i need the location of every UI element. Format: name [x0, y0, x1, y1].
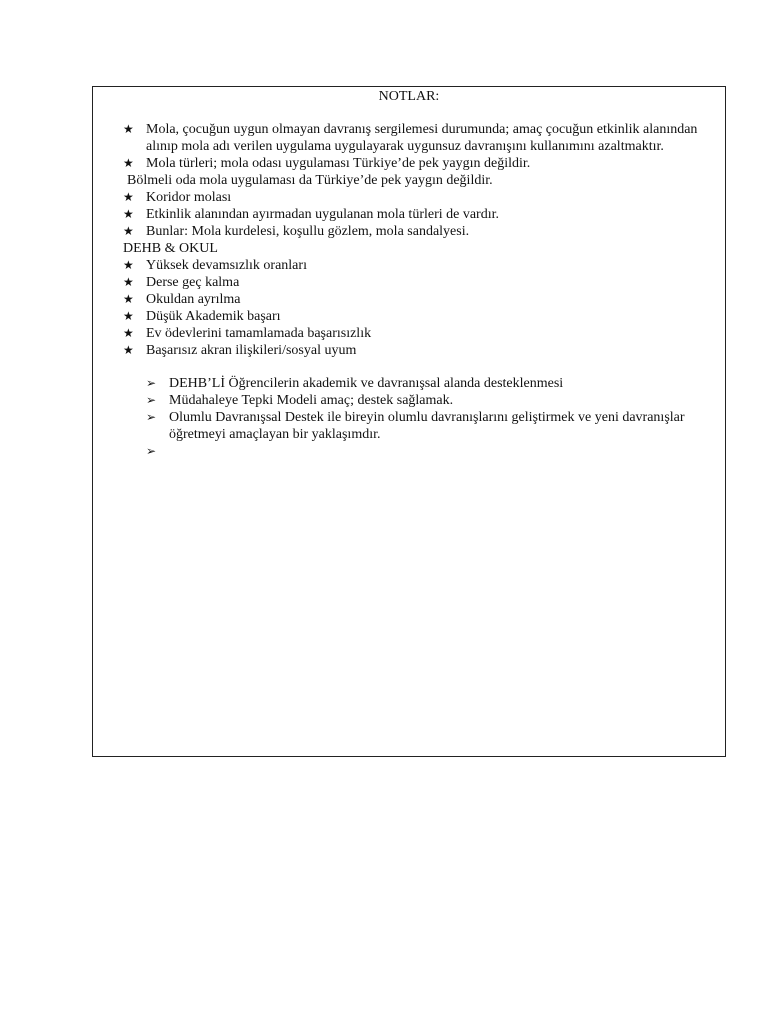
list-item-text: Başarısız akran ilişkileri/sosyal uyum — [146, 343, 357, 358]
list-item — [123, 291, 713, 308]
list-item — [123, 206, 713, 223]
star-icon: ★ — [123, 224, 134, 238]
list-item — [123, 274, 713, 291]
list-item — [146, 409, 713, 443]
star-icon: ★ — [123, 258, 134, 272]
list-item — [123, 342, 713, 359]
list-item — [146, 392, 713, 409]
list-item-text: Mola türleri; mola odası uygulaması Türkiye’de pek yaygın değildir. — [146, 156, 531, 171]
star-icon: ★ — [123, 292, 134, 306]
star-icon: ★ — [123, 343, 134, 357]
star-icon: ★ — [123, 309, 134, 323]
list-item — [123, 223, 713, 240]
star-icon: ★ — [123, 190, 134, 204]
list-item-text: Olumlu Davranışsal Destek ile bireyin olumlu davranışlarını geliştirmek ve yeni davranışlar öğretmeyi amaçlayan bir yaklaşımdır. — [169, 410, 685, 442]
list-item — [123, 121, 713, 155]
list-item — [123, 189, 713, 206]
list-item-text: Okuldan ayrılma — [146, 292, 241, 307]
list-item-text: Etkinlik alanından ayırmadan uygulanan mola türleri de vardır. — [146, 207, 500, 222]
list-item-text: Yüksek devamsızlık oranları — [146, 258, 307, 273]
star-icon: ★ — [123, 122, 134, 136]
list-item-text: Bunlar: Mola kurdelesi, koşullu gözlem, mola sandalyesi. — [146, 224, 470, 239]
notes-box — [92, 86, 726, 757]
star-icon: ★ — [123, 326, 134, 340]
list-item — [123, 155, 713, 172]
arrow-bullet-icon: ➢ — [146, 376, 157, 390]
notes-content — [123, 121, 713, 460]
paragraph: Bölmeli oda mola uygulaması da Türkiye’de pek yaygın değildir. — [127, 173, 493, 188]
spacer — [123, 359, 713, 375]
arrow-bullet-icon: ➢ — [146, 410, 157, 424]
list-item — [146, 375, 713, 392]
star-icon: ★ — [123, 275, 134, 289]
list-item-text: Koridor molası — [146, 190, 232, 205]
list-item — [123, 257, 713, 274]
notes-title: NOTLAR: — [378, 89, 440, 104]
list-item — [123, 308, 713, 325]
list-item-text: Müdahaleye Tepki Modeli amaç; destek sağlamak. — [169, 393, 454, 408]
section-heading: DEHB & OKUL — [123, 241, 218, 256]
list-item-text: Düşük Akademik başarı — [146, 309, 281, 324]
arrow-bullet-icon: ➢ — [146, 393, 157, 407]
list-item-text: Ev ödevlerini tamamlamada başarısızlık — [146, 326, 372, 341]
list-item-text: Mola, çocuğun uygun olmayan davranış sergilemesi durumunda; amaç çocuğun etkinlik alanından alınıp mola adı verilen uygulama uygulayarak uygunsuz davranışını kullanımını azaltmaktır. — [146, 122, 698, 154]
arrow-bullet-icon: ➢ — [146, 444, 157, 458]
list-item — [146, 443, 713, 460]
list-item-text: DEHB’Lİ Öğrencilerin akademik ve davranışsal alanda desteklenmesi — [169, 376, 564, 391]
arrow-list — [123, 375, 713, 460]
star-icon: ★ — [123, 156, 134, 170]
list-item-text: Derse geç kalma — [146, 275, 240, 290]
list-item — [123, 325, 713, 342]
star-icon: ★ — [123, 207, 134, 221]
list-item-text — [169, 443, 713, 460]
